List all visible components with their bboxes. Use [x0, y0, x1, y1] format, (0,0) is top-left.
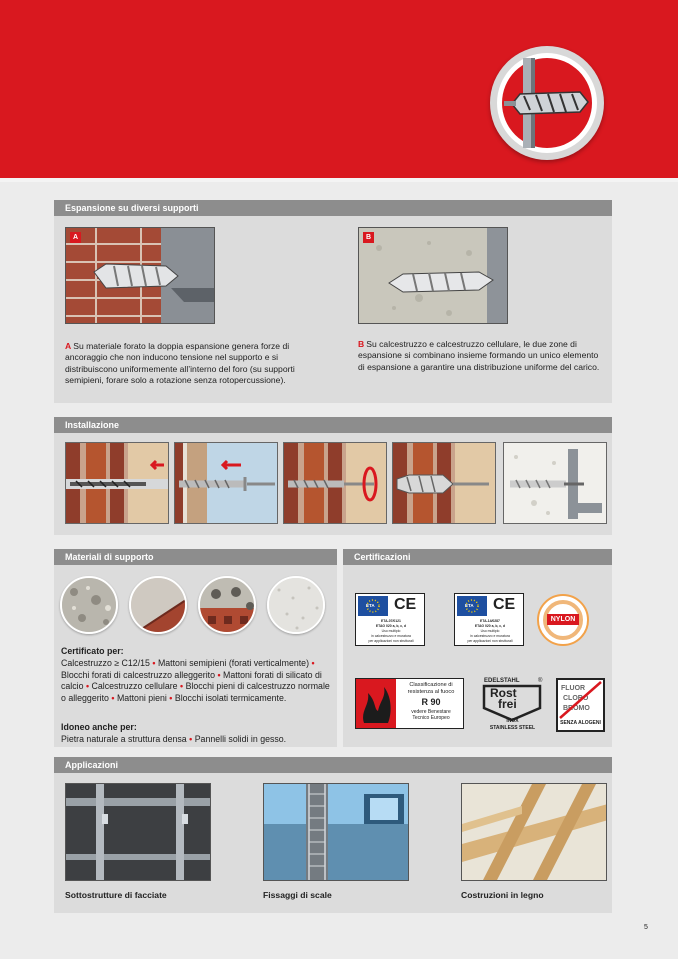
- nylon-label: NYLON: [547, 614, 579, 625]
- halogen-label: SENZA ALOGENI: [558, 720, 603, 726]
- logo-icon: [490, 46, 604, 160]
- eta-label-1: ETA: [366, 603, 375, 608]
- ce-mark-2: CE: [493, 596, 516, 613]
- page-number: 5: [644, 924, 648, 931]
- also-suitable-list: Pietra naturale a struttura densa • Pannelli solidi in gesso.: [61, 734, 287, 744]
- photo-b-tag: B: [363, 232, 374, 243]
- cert-item: Blocchi pieni di calcestruzzo normale o alleggerito: [61, 681, 330, 703]
- fire-rating: R 90: [421, 697, 441, 707]
- halogen-word: FLUOR: [561, 685, 586, 692]
- fire-note: vedere Benestare: [411, 709, 451, 715]
- section-title-certificazioni: Certificazioni: [343, 549, 612, 565]
- expansion-b-text: Su calcestruzzo e calcestruzzo cellulare, le due zone di espansione si combinano insieme formando un unico elemento di espansione a garantire una distribuzione uniforme del carico.: [358, 339, 600, 372]
- product-logo: [490, 46, 604, 160]
- photo-a-tag: A: [70, 232, 81, 243]
- material-hollow-block: [198, 576, 256, 634]
- expansion-a-description: [65, 341, 313, 387]
- eta-2-line: ETA-14/0287: [480, 619, 500, 623]
- cert-item: Calcestruzzo ≥ C12/15: [61, 658, 150, 668]
- expansion-photo-b: [358, 227, 508, 324]
- cert-item: Blocchi isolati termicamente.: [174, 692, 287, 703]
- section-title-installazione: Installazione: [54, 417, 612, 433]
- material-brick: [129, 576, 187, 634]
- eta-1-line: ETAG 020 a, b, c, d: [375, 624, 407, 628]
- caption-stairs: Fissaggi di scale: [263, 890, 332, 900]
- also-suitable-title: Idoneo anche per:: [61, 722, 137, 732]
- eta-1-line: in calcestruzzo e muratura: [371, 634, 411, 638]
- rostfrei-badge: [480, 678, 545, 732]
- application-photo-wood: [461, 783, 607, 881]
- eta-2-line: Uso multiplo: [480, 629, 500, 633]
- cert-item: Mattoni pieni: [116, 692, 167, 703]
- certified-for-title: Certificato per:: [61, 646, 124, 656]
- eta-1-line: ETA-07/0121: [381, 619, 401, 623]
- cert-item: Blocchi forati di calcestruzzo alleggerito: [61, 669, 216, 680]
- cert-item: Mattoni forati di silicato di calcio: [61, 669, 322, 692]
- eta-label-2: ETA: [465, 603, 474, 608]
- section-title-espansione: Espansione su diversi supporti: [54, 200, 612, 216]
- fire-resistance-badge: [355, 678, 464, 729]
- eta-2-line: per applicazioni non strutturali: [467, 639, 513, 643]
- expansion-b-letter: B: [358, 339, 365, 349]
- eta-1-line: Uso multiplo: [381, 629, 401, 633]
- eta-1-line: per applicazioni non strutturali: [368, 639, 414, 643]
- expansion-b-description: [358, 339, 600, 373]
- install-step-insert: [174, 442, 278, 524]
- install-step-fixed: [503, 442, 607, 524]
- halogen-free-badge: [556, 678, 605, 732]
- nylon-seal: [537, 594, 589, 646]
- rost-word: Rost: [490, 686, 517, 700]
- stainless-label: STAINLESS STEEL: [489, 725, 536, 731]
- expansion-a-letter: A: [65, 341, 72, 351]
- halogen-word: BROMO: [563, 705, 590, 712]
- caption-facades: Sottostrutture di facciate: [65, 890, 167, 900]
- material-concrete: [60, 576, 118, 634]
- section-title-materiali: Materiali di supporto: [54, 549, 337, 565]
- eta-2-line: ETAG 020 a, b, c, d: [474, 624, 506, 628]
- application-photo-stairs: [263, 783, 409, 881]
- eta-2-line: in calcestruzzo e muratura: [470, 634, 510, 638]
- rost-reg: ®: [538, 678, 543, 684]
- fire-note: Tecnico Europeo: [412, 715, 450, 721]
- caption-wood: Costruzioni in legno: [461, 890, 544, 900]
- certified-for-list: Calcestruzzo ≥ C12/15 • Mattoni semipieni (forati verticalmente) • Blocchi forati di calcestruzzo alleggerito • Mattoni forati di silicato di calcio • Calcestruzzo cellulare • Blocchi pieni di calcestruzzo normale o alleggerito • Mattoni pieni • Blocchi isolati termicamente.: [61, 658, 330, 703]
- application-photo-facade: [65, 783, 211, 881]
- flame-icon: [356, 679, 396, 729]
- eta-1-text: [356, 619, 425, 644]
- section-title-applicazioni: Applicazioni: [54, 757, 612, 773]
- expansion-a-text: Su materiale forato la doppia espansione genera forze di ancoraggio che non inducono tensione nel supporto e si distribuiscono uniformemente all’interno del foro (su supporti semipieni, forare solo a rotazione senza rotopercussione).: [65, 341, 295, 386]
- install-step-drill: [65, 442, 169, 524]
- fire-text: [398, 682, 464, 721]
- cert-item: Mattoni semipieni (forati verticalmente): [157, 658, 310, 668]
- install-step-expand: [392, 442, 496, 524]
- frei-word: frei: [498, 697, 517, 711]
- install-step-screw: [283, 442, 387, 524]
- eta-2-text: [455, 619, 524, 644]
- eta-ce-badge-2: [454, 593, 524, 646]
- rost-top: EDELSTAHL: [484, 678, 520, 684]
- fire-line: Classificazione di: [409, 682, 453, 688]
- ce-mark-1: CE: [394, 596, 417, 613]
- fire-line: resistenza al fuoco: [407, 689, 455, 695]
- expansion-photo-a: [65, 227, 215, 324]
- also-item: Pietra naturale a struttura densa: [61, 734, 187, 744]
- material-cellular-concrete: [267, 576, 325, 634]
- inox-label: INOX: [506, 718, 519, 724]
- cert-item: Calcestruzzo cellulare: [91, 681, 178, 692]
- also-item: Pannelli solidi in gesso.: [194, 734, 287, 744]
- eta-ce-badge-1: [355, 593, 425, 646]
- halogen-word: CLORO: [563, 695, 589, 702]
- strike-through-icon: [558, 680, 603, 720]
